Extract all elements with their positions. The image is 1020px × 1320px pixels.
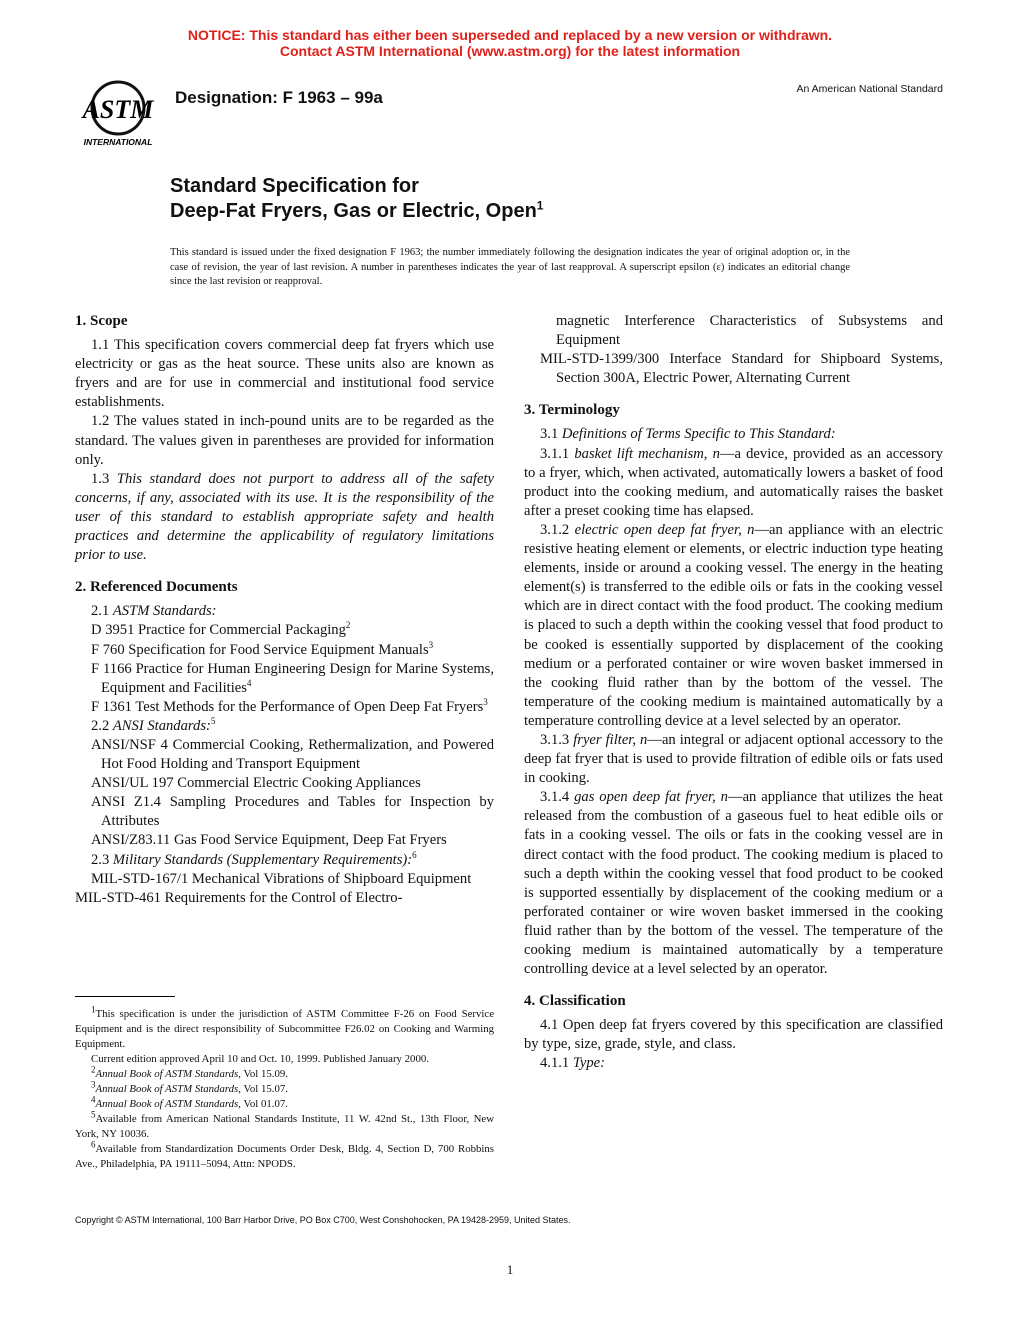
paragraph: 1.2 The values stated in inch-pound units are to be regarded as the standard. The values given in parentheses are provided for information only. [75, 413, 494, 468]
para-num: 3.1.4 [540, 789, 575, 806]
footnote-text: Available from Standardization Documents Order Desk, Bldg. 4, Section D, 700 Robbins Ave., Philadelphia, PA 19111–5094, Attn: NPODS. [75, 1143, 494, 1170]
svg-text:ASTM: ASTM [82, 95, 154, 124]
footnote-em: Annual Book of ASTM Standards [95, 1098, 239, 1110]
footnote-num: 1 [91, 1004, 96, 1015]
page-title [170, 174, 543, 224]
footnote [75, 1052, 494, 1067]
footnote-em: Annual Book of ASTM Standards [95, 1068, 239, 1080]
notice-line: Contact ASTM International (www.astm.org) for the latest information [279, 43, 741, 59]
right-column [524, 312, 943, 1074]
ref-text: D 3951 Practice for Commercial Packaging [91, 622, 346, 639]
footnote-text: Available from American National Standards Institute, 11 W. 42nd St., 13th Floor, New York, NY 10036. [75, 1113, 494, 1140]
para-num: 2.1 [91, 603, 113, 620]
section-heading: 4. Classification [524, 993, 626, 1010]
footnote-ref: 1 [536, 198, 544, 213]
footnote-num: 2 [91, 1064, 96, 1075]
para-num: 3.1.3 [540, 731, 574, 748]
definition [524, 731, 943, 788]
footnote-text: , Vol 15.09. [238, 1068, 288, 1080]
issuance-note: This standard is issued under the fixed designation F 1963; the number immediately following the designation indicates the year of original adoption or, in the case of revision, the year of last revision. A number in parentheses indicates the year of last reapproval. A superscript epsilon (ε) indicates an editorial change since the last revision or reapproval. [170, 247, 850, 287]
ref-text: F 760 Specification for Food Service Equipment Manuals [91, 641, 429, 658]
footnote-ref: 3 [483, 696, 488, 707]
reference-item: ANSI/Z83.11 Gas Food Service Equipment, Deep Fat Fryers [91, 832, 447, 849]
reference-item: MIL-STD-1399/300 Interface Standard for Shipboard Systems, Section 300A, Electric Power, Alternating Current [540, 351, 943, 387]
subsection [75, 602, 494, 621]
footnote-num: 6 [91, 1139, 96, 1150]
term: electric open deep fat fryer, n [574, 521, 755, 538]
term: gas open deep fat fryer, n [574, 789, 728, 806]
designation: Designation: F 1963 – 99a [175, 88, 383, 107]
ref-text: F 1361 Test Methods for the Performance of Open Deep Fat Fryers [91, 698, 484, 715]
page-number: 1 [506, 1262, 514, 1277]
reference-item: MIL-STD-167/1 Mechanical Vibrations of Shipboard Equipment [91, 870, 472, 887]
footnote-text: , Vol 15.07. [238, 1083, 288, 1095]
term: basket lift mechanism, n [574, 445, 720, 462]
subsection [524, 425, 943, 444]
reference-item: ANSI/NSF 4 Commercial Cooking, Rethermalization, and Powered Hot Food Holding and Transport Equipment [91, 736, 494, 773]
footnote [75, 1079, 494, 1097]
reference-item [75, 698, 494, 717]
definition-text: —an appliance that utilizes the heat released from the combustion of a gaseous fuel to heat edible oils or fats in a cooking vessel. The oils or fats in the cooking vessel are in direct contact with the food product. The cooking medium is placed to such a depth within the cooking vessel that food product to be cooked is supported essentially by displacement of the cooking medium or a perforated container or wire woven basket immersed in the cooking fluid rather than by the bottom of the vessel. The temperature of the cooking medium is maintained automatically by a temperature controlling device at a level selected by an operator. [524, 789, 943, 978]
para-text: ASTM Standards: [112, 603, 217, 620]
para-text: Military Standards (Supplementary Requirements): [112, 851, 413, 868]
paragraph: 1.1 This specification covers commercial deep fat fryers which use electricity or gas as the heat source. These units also are known as fryers and are for use in commercial and institutional food service establishments. [75, 337, 494, 411]
reference-item-continued: magnetic Interference Characteristics of Subsystems and Equipment [556, 313, 943, 349]
para-num: 2.2 [91, 717, 113, 734]
section-heading: 1. Scope [75, 313, 128, 329]
footnote-ref: 4 [246, 677, 252, 688]
footnote [75, 1139, 494, 1172]
paragraph [524, 1054, 943, 1073]
footnote-ref: 5 [210, 716, 216, 727]
para-num: 3.1.1 [540, 445, 575, 462]
notice-line: NOTICE: This standard has either been superseded and replaced by a new version or withdrawn. [187, 27, 833, 43]
definition-text: —an appliance with an electric resistive heating element or elements, or electric induction type heating elements, inside or around a cooking vessel. The energy in the heating element(s) is transferred to the edible oils or fats in the cooking vessel which are in direct contact with the food product. The cooking medium is placed to such a depth within the cooking vessel that food product to be cooked is essentially supported by displacement of the cooking medium or a perforated container or wire woven basket immersed in the cooking fluid rather than by the bottom of the vessel. The temperature of the cooking medium is maintained automatically by a temperature controlling device at a level selected by an operator. [524, 521, 944, 729]
title-line: Standard Specification for [170, 175, 419, 197]
para-num: 4.1.1 [540, 1055, 573, 1072]
svg-text:INTERNATIONAL: INTERNATIONAL [83, 137, 153, 147]
footnote-em: Annual Book of ASTM Standards [95, 1083, 239, 1095]
footnote-num: 4 [91, 1094, 96, 1105]
reference-item [75, 621, 494, 640]
subsection [75, 717, 494, 736]
footnote [75, 1004, 494, 1052]
para-text: ANSI Standards: [112, 717, 211, 734]
para-num: 2.3 [91, 851, 113, 868]
paragraph: 4.1 Open deep fat fryers covered by this specification are classified by type, size, grade, style, and class. [524, 1017, 943, 1053]
reference-item [75, 641, 494, 660]
footnote-text: Current edition approved April 10 and Oct. 10, 1999. Published January 2000. [91, 1053, 429, 1065]
para-text: This standard does not purport to address all of the safety concerns, if any, associated with its use. It is the responsibility of the user of this standard to establish appropriate safety and health practices and determine the applicability of regulatory limitations prior to use. [75, 470, 494, 564]
reference-item [75, 660, 494, 698]
subsection [75, 851, 494, 870]
footnote-divider [75, 996, 175, 997]
reference-item: MIL-STD-461 Requirements for the Control of Electro- [75, 889, 403, 906]
definition-text: —an integral or adjacent optional accessory to the deep fat fryer that is used to provide filtration of edible oils or fats used in cooking. [524, 731, 943, 787]
para-num: 3.1 [540, 426, 562, 443]
para-num: 3.1.2 [540, 521, 575, 538]
definition [524, 521, 943, 731]
term: fryer filter, n [573, 731, 648, 748]
paragraph [75, 470, 494, 565]
astm-logo [76, 78, 160, 148]
para-text: Type: [572, 1055, 605, 1072]
left-column [75, 312, 494, 908]
footnote-num: 3 [91, 1079, 96, 1090]
footnote [75, 1109, 494, 1142]
definition-text: —a device, provided as an accessory to a fryer, which, when activated, automatically lowers a basket of food product into the cooking medium, and automatically raises the basket after a preset cooking time has elapsed. [524, 445, 943, 519]
footnote-text: This specification is under the jurisdiction of ASTM Committee F-26 on Food Service Equipment and is the direct responsibility of Subcommittee F26.02 on Cooking and Warming Equipment. [75, 1008, 494, 1050]
reference-item: ANSI Z1.4 Sampling Procedures and Tables for Inspection by Attributes [91, 794, 494, 830]
footnote-ref: 3 [428, 639, 434, 650]
footnote [75, 1094, 494, 1112]
section-heading: 3. Terminology [524, 402, 620, 419]
footnote [75, 1064, 494, 1082]
title-line: Deep-Fat Fryers, Gas or Electric, Open [170, 200, 537, 222]
footnote-ref: 6 [412, 849, 417, 860]
definition [524, 788, 943, 979]
section-heading: 2. Referenced Documents [75, 579, 238, 596]
footnotes [75, 1004, 494, 1172]
withdrawn-notice [0, 27, 1020, 59]
para-num: 1.3 [91, 470, 117, 487]
footnote-ref: 2 [345, 620, 351, 631]
para-text: Definitions of Terms Specific to This Standard: [561, 426, 836, 443]
copyright: Copyright © ASTM International, 100 Barr Harbor Drive, PO Box C700, West Conshohocken, PA 19428-2959, United States. [75, 1215, 571, 1225]
american-national-standard: An American National Standard [796, 83, 943, 95]
reference-item: ANSI/UL 197 Commercial Electric Cooking Appliances [91, 775, 421, 792]
ref-text: F 1166 Practice for Human Engineering Design for Marine Systems, Equipment and Facilities [91, 660, 494, 696]
footnote-num: 5 [91, 1109, 96, 1120]
footnote-text: , Vol 01.07. [238, 1098, 288, 1110]
definition [524, 445, 943, 521]
